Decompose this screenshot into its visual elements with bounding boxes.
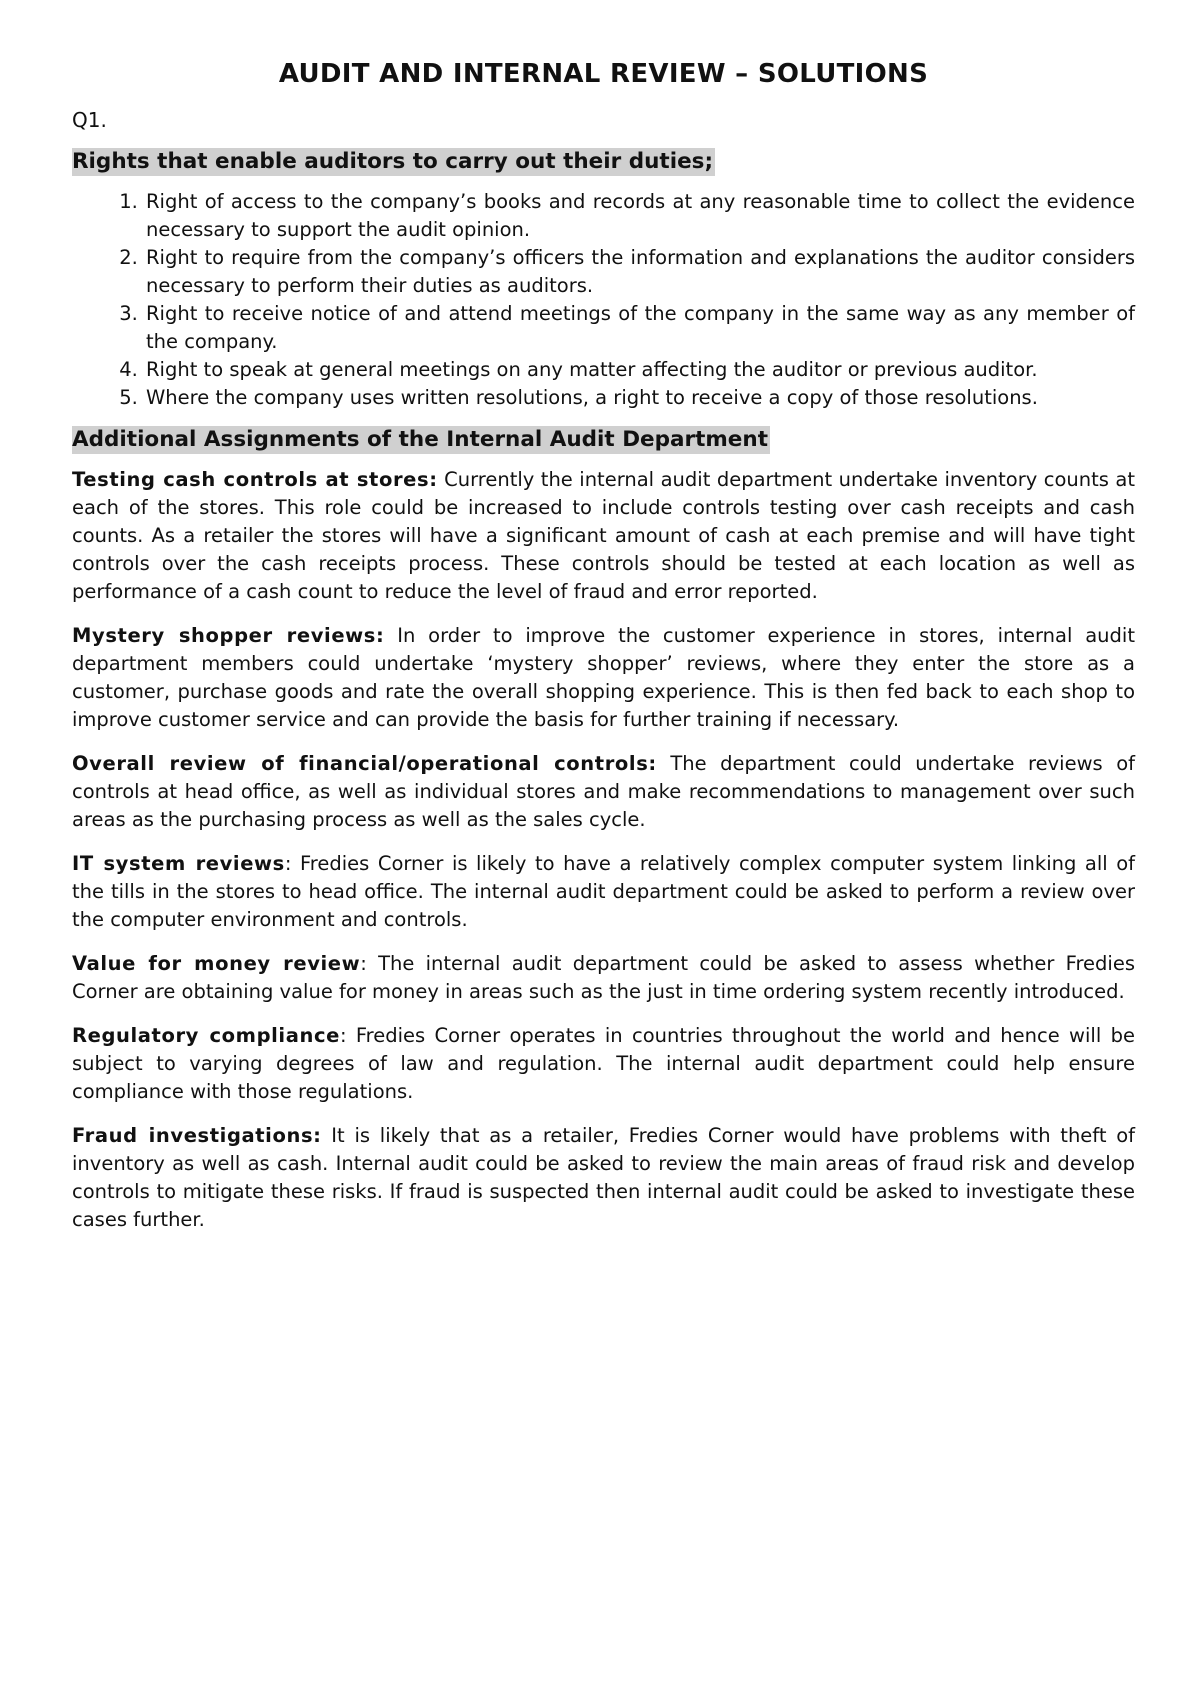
document-page	[72, 52, 1135, 1250]
paragraph-lead: Fraud investigations:	[72, 1124, 322, 1147]
section-heading-rights: Rights that enable auditors to carry out their duties;	[72, 149, 714, 174]
list-item: 3. Right to receive notice of and attend meetings of the company in the same way as any member of the company.	[144, 300, 1135, 356]
paragraph-lead: Overall review of financial/operational controls:	[72, 752, 657, 775]
list-item: 4. Right to speak at general meetings on any matter affecting the auditor or previous auditor.	[144, 356, 1135, 384]
paragraph-lead: Value for money review	[72, 952, 361, 975]
section-assignments	[72, 426, 1135, 466]
list-item: 1. Right of access to the company’s books and records at any reasonable time to collect the evidence necessary to support the audit opinion.	[144, 188, 1135, 244]
paragraph-text: : Fredies Corner is likely to have a relatively complex computer system linking all of the tills in the stores to head office. The internal audit department could be asked to perform a review over the computer environment and controls.	[72, 852, 1135, 931]
paragraph-text: The department could undertake reviews of controls at head office, as well as individual stores and make recommendations to management over such areas as the purchasing process as well as the sales cycle.	[72, 752, 1135, 831]
paragraph-lead: Testing cash controls at stores:	[72, 468, 438, 491]
paragraph-overall-review	[72, 750, 1135, 834]
paragraph-mystery-shopper	[72, 622, 1135, 734]
question-number: Q1.	[72, 108, 107, 132]
paragraph-text: : Fredies Corner operates in countries throughout the world and hence will be subject to varying degrees of law and regulation. The internal audit department could help ensure compliance with those regulations.	[72, 1024, 1135, 1103]
section-rights	[72, 148, 1135, 188]
paragraph-text: Currently the internal audit department undertake inventory counts at each of the stores. This role could be increased to include controls testing over cash receipts and cash counts. As a retailer the stores will have a significant amount of cash at each premise and will have tight controls over the cash receipts process. These controls should be tested at each location as well as performance of a cash count to reduce the level of fraud and error reported.	[72, 468, 1136, 603]
paragraph-text: In order to improve the customer experience in stores, internal audit department members could undertake ‘mystery shopper’ reviews, where they enter the store as a customer, purchase goods and rate the overall shopping experience. This is then fed back to each shop to improve customer service and can provide the basis for further training if necessary.	[72, 624, 1135, 731]
section-heading-assignments: Additional Assignments of the Internal Audit Department	[72, 427, 768, 452]
paragraph-regulatory	[72, 1022, 1135, 1106]
paragraph-text: : The internal audit department could be asked to assess whether Fredies Corner are obtaining value for money in areas such as the just in time ordering system recently introduced.	[72, 952, 1135, 1003]
paragraph-it-system	[72, 850, 1135, 934]
list-item: 2. Right to require from the company’s officers the information and explanations the auditor considers necessary to perform their duties as auditors.	[144, 244, 1135, 300]
paragraph-lead: Mystery shopper reviews:	[72, 624, 385, 647]
rights-list	[72, 188, 1135, 412]
paragraph-lead: Regulatory compliance	[72, 1024, 340, 1047]
list-item: 5. Where the company uses written resolutions, a right to receive a copy of those resolutions.	[144, 384, 1135, 412]
paragraph-value-for-money	[72, 950, 1135, 1006]
paragraph-fraud	[72, 1122, 1135, 1234]
paragraph-text: It is likely that as a retailer, Fredies Corner would have problems with theft of inventory as well as cash. Internal audit could be asked to review the main areas of fraud risk and develop controls to mitigate these risks. If fraud is suspected then internal audit could be asked to investigate these cases further.	[72, 1124, 1136, 1231]
paragraph-cash-controls	[72, 466, 1135, 606]
paragraph-lead: IT system reviews	[72, 852, 285, 875]
document-title: AUDIT AND INTERNAL REVIEW – SOLUTIONS	[278, 59, 929, 89]
